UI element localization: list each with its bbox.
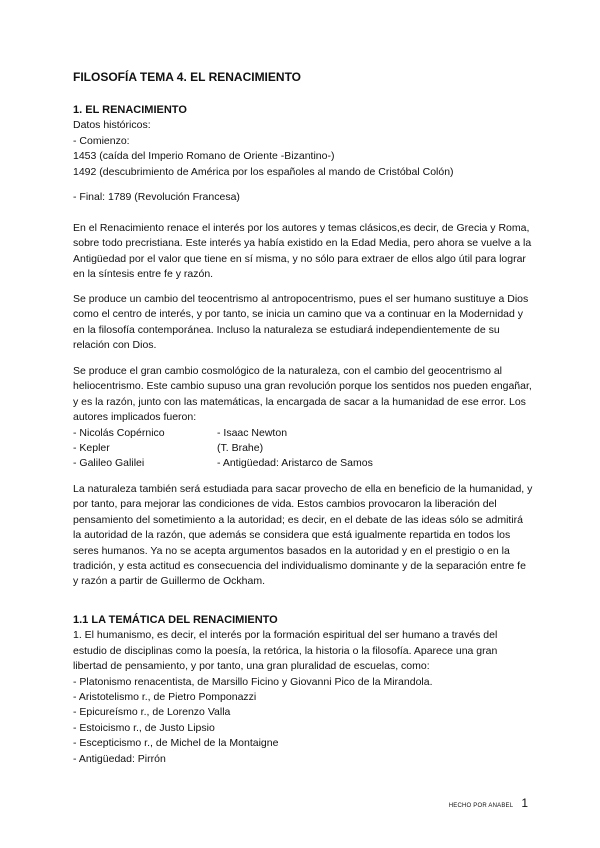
paragraph: 1. El humanismo, es decir, el interés por la formación espiritual del ser humano a través del estudio de disciplinas como la poesía, la retórica, la historia o la filosofía. Aparece una gran libertad de pensamiento, y por tanto, una gran pluralidad de escuelas, como: xyxy=(73,629,498,673)
page-number: 1 xyxy=(521,796,528,810)
paragraph: La naturaleza también será estudiada para sacar provecho de ella en beneficio de la humanidad, y por tanto, para mejorar las condiciones de vida. Estos cambios provocaron la liberación del pensamiento del sometimiento a la autoridad; es decir, en el debate de las ideas sólo se admitirá la autoridad de la razón, que además se considera que está igualmente repartida en todos los seres humanos. Ya no se acepta argumentos basados en la autoridad y en el prestigio o en la tradición, y esta actitud es consecuencia del individualismo dominante y de la separación entre fe y razón a partir de Guillermo de Ockham. xyxy=(73,483,533,588)
paragraph: En el Renacimiento renace el interés por los autores y temas clásicos,es decir, de Grecia y Roma, sobre todo precristiana. Este interés ya había existido en la Edad Media, pero ahora se vuelve a la Antigüedad por el valor que tiene en sí misma, y no sólo para extraer de ellos algo útil para lograr en la síntesis entre fe y razón. xyxy=(73,222,532,281)
document-title: FILOSOFÍA TEMA 4. EL RENACIMIENTO xyxy=(73,70,302,84)
list-item: - Epicureísmo r., de Lorenzo Valla xyxy=(73,706,231,719)
list-item: - Escepticismo r., de Michel de la Montaigne xyxy=(73,737,279,750)
paragraph: Se produce el gran cambio cosmológico de la naturaleza, con el cambio del geocentrismo al heliocentrismo. Este cambio supuso una gran revolución porque los sentidos nos pueden engañar, y es la razón, junto con las matemáticas, la encargada de sacar a la humanidad de ese error. Los autores implicados fueron: - Nicolás Copérnico - Isaac Newton - Kepler (T. Brahe) - Galileo Galilei - Antigüedad: Aristarco de Samos xyxy=(73,364,533,472)
paragraph: Se produce un cambio del teocentrismo al antropocentrismo, pues el ser humano sustituye a Dios como el centro de interés, y por tanto, se inicia un camino que va a continuar en la Modernidad y en la filosofía contemporánea. Incluso la naturaleza se estudiará independientemente de su relación con Dios. xyxy=(73,293,529,352)
section-1 xyxy=(73,103,533,180)
list-item: - Aristotelismo r., de Pietro Pomponazzi xyxy=(73,691,257,704)
section-heading: 1.1 LA TEMÁTICA DEL RENACIMIENTO xyxy=(73,614,278,626)
section-heading: 1. EL RENACIMIENTO xyxy=(73,104,187,116)
list-item: - Estoicismo r., de Justo Lipsio xyxy=(73,721,215,734)
list-item: - Platonismo renacentista, de Marsillo Ficino y Giovanni Pico de la Mirandola. xyxy=(73,675,433,688)
final-date xyxy=(73,190,533,205)
section-1-1 xyxy=(73,613,533,767)
page-footer xyxy=(449,796,528,810)
text-line: 1453 (caída del Imperio Romano de Oriente -Bizantino-) xyxy=(73,150,335,163)
text-line: - Final: 1789 (Revolución Francesa) xyxy=(73,191,240,203)
text-line: - Comienzo: xyxy=(73,134,130,147)
author-row: - Kepler (T. Brahe) xyxy=(73,442,264,455)
author-row: - Nicolás Copérnico - Isaac Newton xyxy=(73,426,288,439)
list-item: - Antigüedad: Pirrón xyxy=(73,752,166,765)
footer-credit: HECHO POR ANABEL xyxy=(448,803,514,809)
text-line: Datos históricos: xyxy=(73,119,151,132)
text-line: 1492 (descubrimiento de América por los españoles al mando de Cristóbal Colón) xyxy=(73,165,454,178)
author-row: - Galileo Galilei - Antigüedad: Aristarco de Samos xyxy=(73,457,373,470)
